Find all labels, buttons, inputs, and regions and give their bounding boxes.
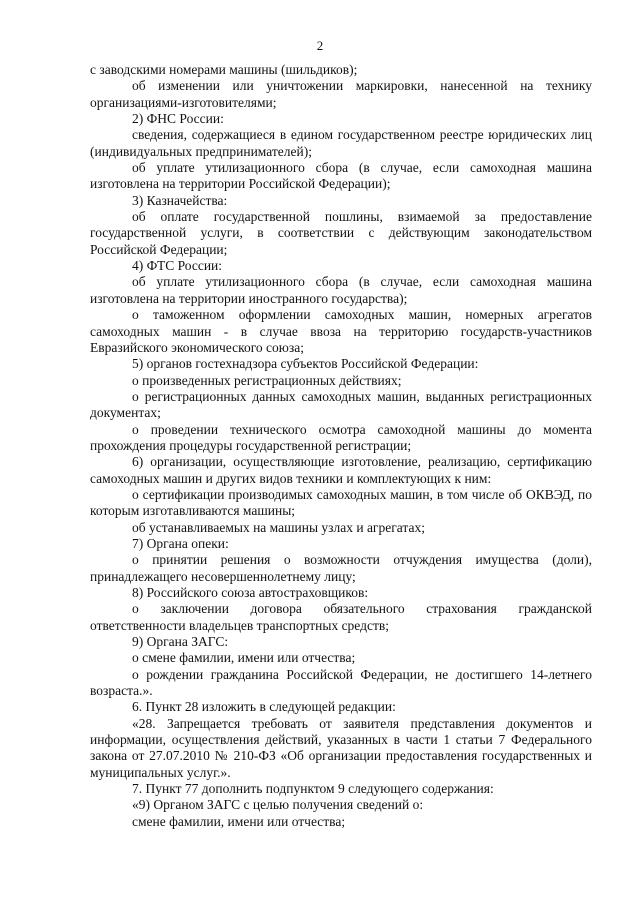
paragraph: о заключении договора обязательного страхования гражданской ответственности владельцев транспортных средств; xyxy=(90,601,592,633)
paragraph: об уплате утилизационного сбора (в случае, если самоходная машина изготовлена на территории иностранного государства); xyxy=(90,274,592,306)
paragraph: 6. Пункт 28 изложить в следующей редакции: xyxy=(132,699,396,715)
paragraph: сведения, содержащиеся в едином государственном реестре юридических лиц (индивидуальных предпринимателей); xyxy=(90,127,592,159)
paragraph: 9) Органа ЗАГС: xyxy=(132,634,229,650)
paragraph: 3) Казначейства: xyxy=(132,192,228,208)
paragraph: 8) Российского союза автостраховщиков: xyxy=(132,585,369,600)
paragraph: об устанавливаемых на машины узлах и агрегатах; xyxy=(132,519,425,535)
paragraph: о рождении гражданина Российской Федерации, не достигшего 14-летнего возраста.». xyxy=(90,666,592,699)
paragraph: «9) Органом ЗАГС с целью получения сведений о: xyxy=(132,797,424,813)
paragraph: 5) органов гостехнадзора субъектов Российской Федерации: xyxy=(132,356,479,372)
paragraph: об уплате утилизационного сбора (в случае, если самоходная машина изготовлена на территории Российской Федерации); xyxy=(90,160,592,192)
paragraph: 4) ФТС России: xyxy=(132,258,223,274)
paragraph: 2) ФНС России: xyxy=(132,111,224,127)
paragraph: о проведении технического осмотра самоходной машины до момента прохождения процедуры государственной регистрации; xyxy=(90,421,592,453)
paragraph: о смене фамилии, имени или отчества; xyxy=(132,650,356,666)
paragraph: 6) организации, осуществляющие изготовление, реализацию, сертификацию самоходных машин и других видов техники и комплектующих к ним: xyxy=(90,454,592,486)
paragraph: об изменении или уничтожении маркировки, нанесенной на технику организациями-изготовителями; xyxy=(90,78,592,110)
paragraph: «28. Запрещается требовать от заявителя представления документов и информации, осуществления действий, указанных в части 1 статьи 7 Федерального закона от 27.07.2010 № 210-ФЗ «Об организации предоставления государственных и муниципальных услуг.». xyxy=(90,715,592,780)
paragraph: о таможенном оформлении самоходных машин, номерных агрегатов самоходных машин - в случае ввоза на территорию государств-участников Евразийского экономического союза; xyxy=(90,307,592,355)
paragraph: о принятии решения о возможности отчуждения имущества (доли), принадлежащего несовершеннолетнему лицу; xyxy=(90,552,592,584)
paragraph: о произведенных регистрационных действиях; xyxy=(132,372,402,388)
paragraph: с заводскими номерами машины (шильдиков); xyxy=(90,62,358,77)
paragraph: 7. Пункт 77 дополнить подпунктом 9 следующего содержания: xyxy=(132,781,494,797)
paragraph: 7) Органа опеки: xyxy=(132,535,229,551)
paragraph: о сертификации производимых самоходных машин, в том числе об ОКВЭД, по которым изготавливаются машины; xyxy=(90,486,592,519)
paragraph: о регистрационных данных самоходных машин, выданных регистрационных документах; xyxy=(90,388,592,421)
paragraph: об оплате государственной пошлины, взимаемой за предоставление государственной услуги, в соответствии с действующим законодательством Российской Федерации; xyxy=(90,209,592,257)
paragraph: смене фамилии, имени или отчества; xyxy=(132,813,346,829)
document-body xyxy=(90,62,592,830)
page-number: 2 xyxy=(316,38,324,53)
